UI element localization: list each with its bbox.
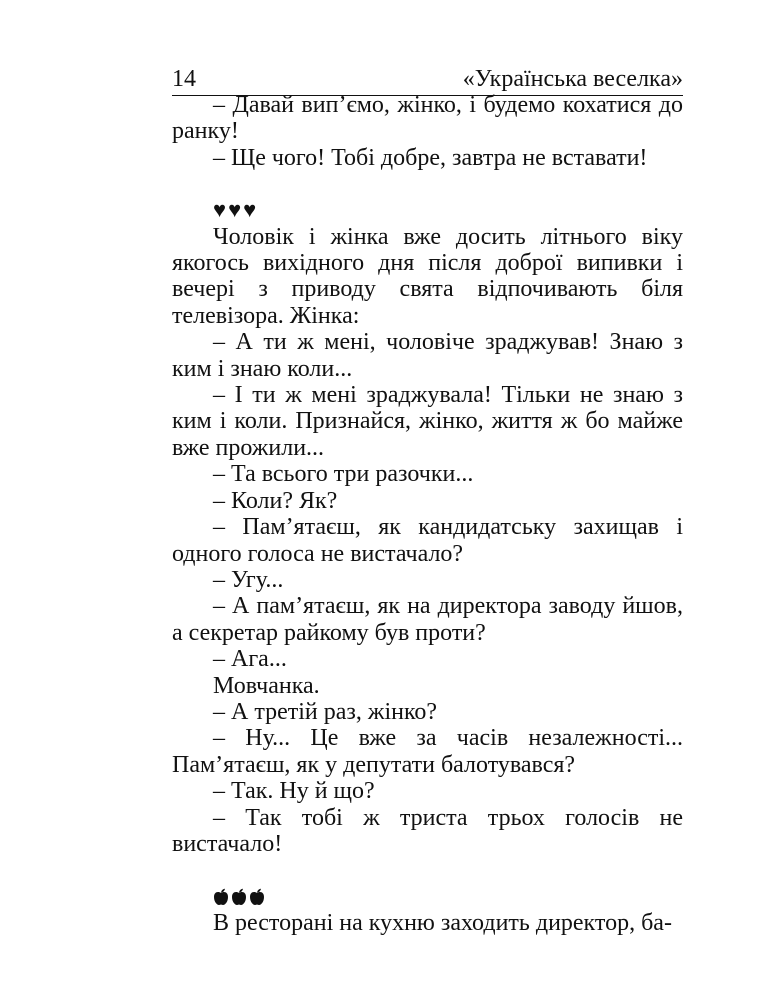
joke2-line10: – А третій раз, жінко? bbox=[213, 698, 438, 725]
joke2-line3: – Та всього три разочки... bbox=[213, 461, 474, 488]
joke2-line6: – Угу... bbox=[213, 566, 284, 593]
apple-icon bbox=[213, 888, 229, 906]
joke1-line2: – Ще чого! Тобі добре, завтра не вставати! bbox=[213, 144, 648, 171]
section-gap bbox=[172, 171, 683, 197]
heart-icon: ♥♥♥ bbox=[213, 197, 259, 223]
joke2-line13: – Так тобі ж триста трьох голосів не вистачало! bbox=[172, 804, 683, 857]
joke2-line11: – Ну... Це вже за часів незалежності... Пам’ятаєш, як у депутати балотувався? bbox=[172, 725, 683, 778]
joke2-line12: – Так. Ну й що? bbox=[213, 778, 375, 805]
joke2-intro: Чоловік і жінка вже досить літнього віку якогось вихідного дня після доброї випивки і вечері з приводу свята відпочивають біля телевізора. Жінка: bbox=[172, 223, 683, 329]
apple-icon bbox=[231, 888, 247, 906]
running-title: «Українська веселка» bbox=[462, 66, 683, 92]
joke2-line8: – Ага... bbox=[213, 646, 287, 673]
page-header bbox=[172, 64, 683, 94]
page-body bbox=[172, 92, 683, 936]
apple-icon bbox=[249, 888, 265, 906]
section-gap bbox=[172, 857, 683, 883]
joke2-line5: – Пам’ятаєш, як кандидатську захищав і одного голоса не вистачало? bbox=[172, 514, 683, 567]
joke2-line4: – Коли? Як? bbox=[213, 487, 338, 514]
joke3-start: В ресторані на кухню заходить директор, ба- bbox=[213, 909, 672, 936]
joke2-line2: – І ти ж мені зраджувала! Тільки не знаю з ким і коли. Признайся, жінко, життя ж бо майже вже прожили... bbox=[172, 382, 683, 461]
joke2-line9: Мовчанка. bbox=[213, 672, 320, 699]
joke2-line1: – А ти ж мені, чоловіче зраджував! Знаю з ким і знаю коли... bbox=[172, 329, 683, 382]
page-number: 14 bbox=[172, 66, 196, 92]
joke2-line7: – А пам’ятаєш, як на директора заводу йшов, а секретар райкому був проти? bbox=[172, 593, 683, 646]
apple-separator bbox=[172, 883, 683, 909]
joke1-line1: – Давай вип’ємо, жінко, і будемо кохатися до ранку! bbox=[172, 92, 683, 145]
